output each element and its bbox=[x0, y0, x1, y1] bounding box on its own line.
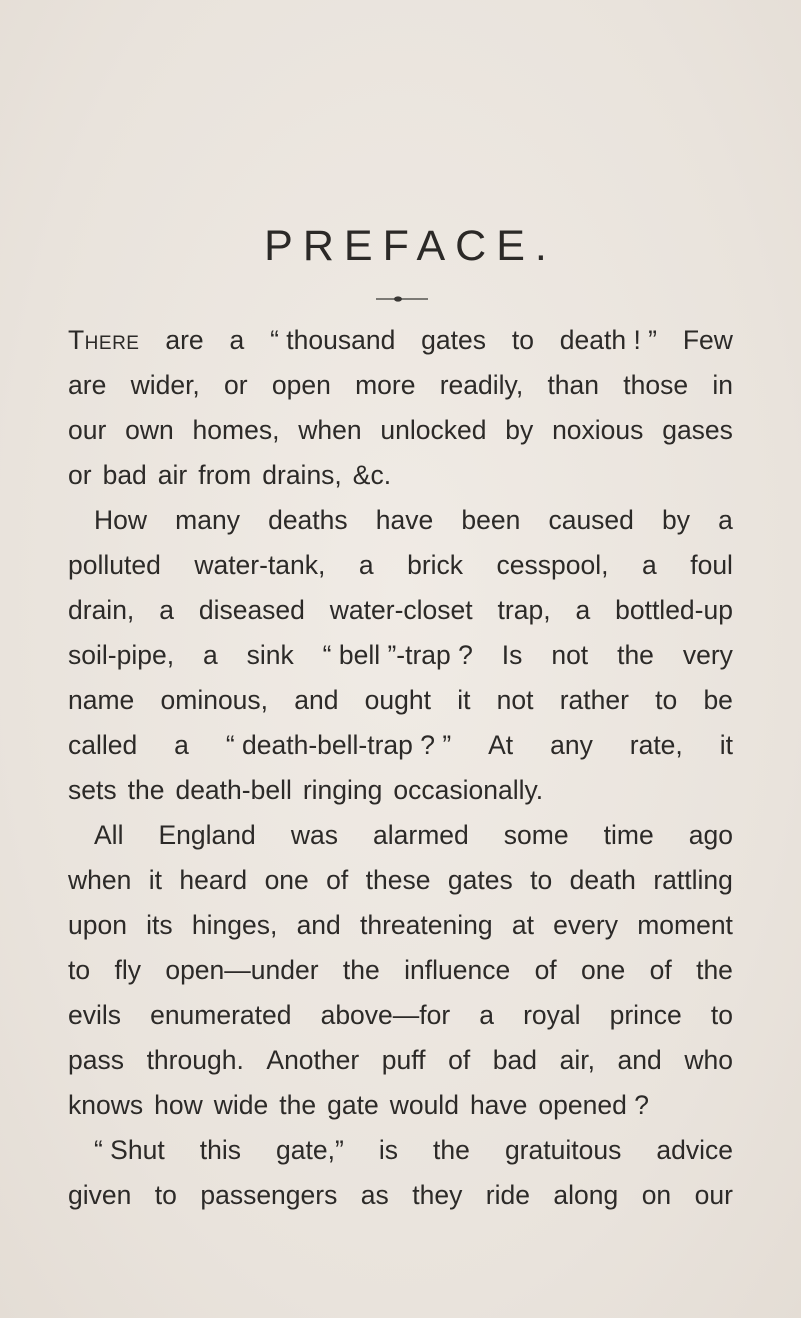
word: evils bbox=[68, 1000, 122, 1030]
word: “ death-bell-trap ? ” bbox=[225, 730, 452, 760]
word: in bbox=[712, 370, 733, 400]
word: rather bbox=[559, 685, 629, 715]
word: caused bbox=[548, 505, 634, 535]
text-line bbox=[68, 498, 733, 543]
word: alarmed bbox=[373, 820, 469, 850]
word: unlocked bbox=[380, 415, 487, 445]
word: above—for bbox=[320, 1000, 451, 1030]
word: a bbox=[229, 325, 245, 355]
word: of bbox=[326, 865, 349, 895]
word: when bbox=[68, 865, 132, 895]
word: how bbox=[154, 1090, 203, 1120]
word: drain, bbox=[68, 595, 135, 625]
text-line bbox=[68, 948, 733, 993]
word: not bbox=[551, 640, 589, 670]
word: prince bbox=[609, 1000, 682, 1030]
word: the bbox=[696, 955, 733, 985]
word: called bbox=[68, 730, 138, 760]
text-line bbox=[68, 768, 733, 813]
word: and bbox=[617, 1045, 662, 1075]
word: not bbox=[496, 685, 534, 715]
word: air, bbox=[559, 1045, 595, 1075]
word: bottled-up bbox=[615, 595, 733, 625]
word: than bbox=[547, 370, 600, 400]
word: a bbox=[575, 595, 591, 625]
word: “ bell ”-trap ? bbox=[322, 640, 473, 670]
word: influence bbox=[404, 955, 511, 985]
word: of bbox=[534, 955, 557, 985]
word: these bbox=[365, 865, 431, 895]
word: to bbox=[655, 685, 678, 715]
preface-body bbox=[68, 318, 733, 1218]
word: been bbox=[461, 505, 521, 535]
word: Another bbox=[266, 1045, 360, 1075]
word: trap, bbox=[497, 595, 551, 625]
word: from bbox=[198, 460, 252, 490]
word: deaths bbox=[268, 505, 348, 535]
word: air bbox=[157, 460, 188, 490]
word: rattling bbox=[653, 865, 733, 895]
word: “ Shut bbox=[94, 1135, 165, 1165]
word: a bbox=[358, 550, 374, 580]
word: puff bbox=[381, 1045, 426, 1075]
word: a bbox=[718, 505, 733, 535]
word: have bbox=[375, 505, 434, 535]
word: by bbox=[505, 415, 534, 445]
word: given bbox=[68, 1180, 132, 1210]
word: this bbox=[199, 1135, 241, 1165]
word: England bbox=[158, 820, 256, 850]
word: it bbox=[457, 685, 471, 715]
word: All bbox=[94, 820, 124, 850]
text-line bbox=[68, 678, 733, 723]
text-line bbox=[68, 993, 733, 1038]
word: sink bbox=[246, 640, 294, 670]
word: name bbox=[68, 685, 135, 715]
word: of bbox=[448, 1045, 471, 1075]
word: ride bbox=[485, 1180, 530, 1210]
word: enumerated bbox=[150, 1000, 292, 1030]
word: gate bbox=[327, 1090, 379, 1120]
word: “ thousand bbox=[270, 325, 396, 355]
word: readily, bbox=[439, 370, 524, 400]
word: the bbox=[617, 640, 654, 670]
word: the bbox=[342, 955, 380, 985]
word: as bbox=[360, 1180, 389, 1210]
text-line bbox=[68, 543, 733, 588]
word: own bbox=[125, 415, 174, 445]
word: heard bbox=[179, 865, 248, 895]
word: threatening bbox=[360, 910, 493, 940]
word: pass bbox=[68, 1045, 124, 1075]
word: to bbox=[511, 325, 534, 355]
word: gratuitous bbox=[504, 1135, 622, 1165]
word: polluted bbox=[68, 550, 161, 580]
word: Is bbox=[501, 640, 523, 670]
word: when bbox=[298, 415, 362, 445]
text-line bbox=[68, 723, 733, 768]
word: a bbox=[202, 640, 218, 670]
text-line bbox=[68, 1038, 733, 1083]
word: cesspool, bbox=[496, 550, 609, 580]
word: any bbox=[550, 730, 593, 760]
word: it bbox=[148, 865, 162, 895]
text-line bbox=[68, 903, 733, 948]
text-line bbox=[68, 588, 733, 633]
word: wide bbox=[213, 1090, 269, 1120]
divider-ornament bbox=[372, 295, 432, 303]
word: hinges, bbox=[191, 910, 278, 940]
word: advice bbox=[656, 1135, 733, 1165]
word: sets bbox=[68, 775, 117, 805]
word: gates bbox=[447, 865, 513, 895]
word: one bbox=[264, 865, 309, 895]
word: open bbox=[271, 370, 331, 400]
text-line bbox=[68, 1083, 733, 1128]
word: gates bbox=[421, 325, 486, 355]
word: passengers bbox=[200, 1180, 338, 1210]
word: moment bbox=[637, 910, 733, 940]
word: noxious bbox=[552, 415, 644, 445]
word: would bbox=[389, 1090, 459, 1120]
text-line bbox=[68, 813, 733, 858]
word: drains, bbox=[262, 460, 342, 490]
word: gases bbox=[662, 415, 733, 445]
word: was bbox=[290, 820, 338, 850]
word: water-tank, bbox=[194, 550, 326, 580]
word: every bbox=[553, 910, 618, 940]
word: to bbox=[710, 1000, 733, 1030]
text-line bbox=[68, 408, 733, 453]
word: fly bbox=[114, 955, 141, 985]
word: water-closet bbox=[329, 595, 473, 625]
word: our bbox=[68, 415, 107, 445]
word: rate, bbox=[629, 730, 683, 760]
word: There bbox=[68, 325, 140, 355]
word: who bbox=[684, 1045, 733, 1075]
word: &c. bbox=[352, 460, 392, 490]
word: a bbox=[479, 1000, 495, 1030]
word: At bbox=[488, 730, 514, 760]
word: its bbox=[146, 910, 173, 940]
text-line bbox=[68, 858, 733, 903]
word: opened ? bbox=[538, 1090, 649, 1120]
word: open—under bbox=[165, 955, 319, 985]
word: ringing bbox=[302, 775, 383, 805]
word: foul bbox=[690, 550, 733, 580]
word: gate,” bbox=[276, 1135, 344, 1165]
word: the bbox=[433, 1135, 470, 1165]
word: to bbox=[68, 955, 91, 985]
word: those bbox=[623, 370, 689, 400]
word: or bbox=[68, 460, 92, 490]
word: a bbox=[174, 730, 189, 760]
word: knows bbox=[68, 1090, 144, 1120]
word: Few bbox=[682, 325, 733, 355]
page-title: PREFACE. bbox=[264, 222, 557, 270]
text-line bbox=[68, 318, 733, 363]
word: are bbox=[68, 370, 107, 400]
word: bad bbox=[102, 460, 147, 490]
word: a bbox=[159, 595, 174, 625]
word: to bbox=[154, 1180, 177, 1210]
word: by bbox=[662, 505, 691, 535]
word: the bbox=[127, 775, 165, 805]
word: How bbox=[94, 505, 148, 535]
word: ominous, bbox=[160, 685, 269, 715]
word: of bbox=[649, 955, 672, 985]
word: the bbox=[279, 1090, 317, 1120]
text-line bbox=[68, 1128, 733, 1173]
word: ought bbox=[364, 685, 431, 715]
word: our bbox=[694, 1180, 733, 1210]
word: occasionally. bbox=[393, 775, 544, 805]
word: at bbox=[511, 910, 534, 940]
word: time bbox=[603, 820, 654, 850]
text-line bbox=[68, 363, 733, 408]
text-line bbox=[68, 1173, 733, 1218]
word: through. bbox=[146, 1045, 244, 1075]
word: one bbox=[581, 955, 626, 985]
word: ago bbox=[688, 820, 733, 850]
word: very bbox=[682, 640, 733, 670]
word: homes, bbox=[192, 415, 280, 445]
word: to bbox=[530, 865, 553, 895]
word: royal bbox=[523, 1000, 581, 1030]
text-line bbox=[68, 633, 733, 678]
word: diseased bbox=[198, 595, 305, 625]
word: on bbox=[641, 1180, 672, 1210]
word: and bbox=[294, 685, 339, 715]
word: be bbox=[703, 685, 733, 715]
word: have bbox=[469, 1090, 528, 1120]
word: they bbox=[412, 1180, 463, 1210]
word: some bbox=[503, 820, 569, 850]
word: upon bbox=[68, 910, 127, 940]
text-line bbox=[68, 453, 733, 498]
word: death bbox=[569, 865, 636, 895]
word: many bbox=[175, 505, 240, 535]
word: along bbox=[553, 1180, 619, 1210]
word: it bbox=[719, 730, 733, 760]
word: wider, bbox=[130, 370, 200, 400]
word: is bbox=[378, 1135, 398, 1165]
word: a bbox=[641, 550, 657, 580]
word: death-bell bbox=[175, 775, 292, 805]
word: soil-pipe, bbox=[68, 640, 175, 670]
word: and bbox=[296, 910, 341, 940]
word: bad bbox=[492, 1045, 538, 1075]
word: death ! ” bbox=[559, 325, 658, 355]
word: or bbox=[224, 370, 248, 400]
word: are bbox=[165, 325, 204, 355]
word: more bbox=[355, 370, 416, 400]
word: brick bbox=[407, 550, 464, 580]
